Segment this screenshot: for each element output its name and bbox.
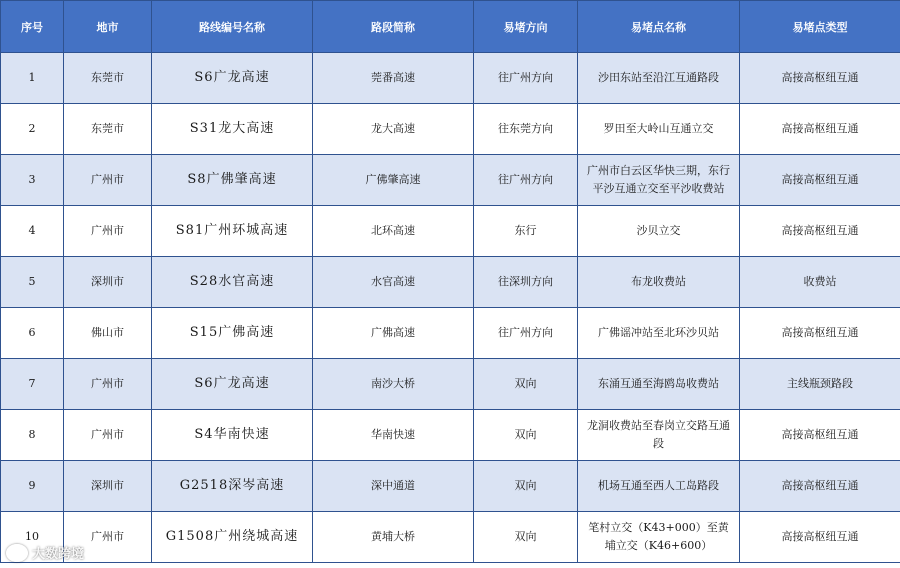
cell-section: 广佛高速	[313, 308, 474, 359]
cell-section: 北环高速	[313, 206, 474, 257]
cell-route: S15广佛高速	[152, 308, 313, 359]
cell-direction: 双向	[474, 512, 578, 563]
cell-route: S4华南快速	[152, 410, 313, 461]
cell-point-type: 高接高枢纽互通	[740, 206, 900, 257]
cell-route: S6广龙高速	[152, 359, 313, 410]
header-section: 路段简称	[313, 1, 474, 53]
cell-point-name: 广佛谣冲站至北环沙贝站	[578, 308, 740, 359]
cell-index: 8	[1, 410, 64, 461]
cell-direction: 往广州方向	[474, 308, 578, 359]
cell-city: 东莞市	[64, 104, 152, 155]
cell-index: 3	[1, 155, 64, 206]
cell-section: 广佛肇高速	[313, 155, 474, 206]
cell-index: 10	[1, 512, 64, 563]
header-point-type: 易堵点类型	[740, 1, 900, 53]
cell-point-name: 布龙收费站	[578, 257, 740, 308]
table-row	[1, 155, 900, 206]
cell-city: 广州市	[64, 206, 152, 257]
cell-direction: 双向	[474, 359, 578, 410]
cell-index: 2	[1, 104, 64, 155]
cell-point-type: 高接高枢纽互通	[740, 512, 900, 563]
cell-route: S81广州环城高速	[152, 206, 313, 257]
cell-route: S6广龙高速	[152, 53, 313, 104]
cell-route: S8广佛肇高速	[152, 155, 313, 206]
cell-route: G1508广州绕城高速	[152, 512, 313, 563]
cell-point-name: 龙洞收费站至春岗立交路互通段	[578, 410, 740, 461]
header-direction: 易堵方向	[474, 1, 578, 53]
table-row	[1, 104, 900, 155]
cell-point-name: 罗田至大岭山互通立交	[578, 104, 740, 155]
cell-city: 广州市	[64, 359, 152, 410]
cell-point-name: 机场互通至西人工岛路段	[578, 461, 740, 512]
cell-index: 4	[1, 206, 64, 257]
cell-city: 广州市	[64, 410, 152, 461]
cell-city: 广州市	[64, 512, 152, 563]
table-row	[1, 206, 900, 257]
table-row	[1, 53, 900, 104]
cell-direction: 双向	[474, 461, 578, 512]
cell-city: 广州市	[64, 155, 152, 206]
cell-point-name: 广州市白云区华快三期，东行平沙互通立交至平沙收费站	[578, 155, 740, 206]
cell-section: 深中通道	[313, 461, 474, 512]
cell-index: 7	[1, 359, 64, 410]
cell-direction: 往广州方向	[474, 155, 578, 206]
cell-route: S28水官高速	[152, 257, 313, 308]
table-row	[1, 359, 900, 410]
watermark-text: 大数跨境	[32, 547, 85, 562]
table-row	[1, 257, 900, 308]
header-point-name: 易堵点名称	[578, 1, 740, 53]
cell-point-type: 主线瓶颈路段	[740, 359, 900, 410]
cell-point-name: 东涌互通至海鸥岛收费站	[578, 359, 740, 410]
cell-index: 1	[1, 53, 64, 104]
cell-direction: 双向	[474, 410, 578, 461]
cell-point-type: 高接高枢纽互通	[740, 155, 900, 206]
cell-route: S31龙大高速	[152, 104, 313, 155]
cell-section: 黄埔大桥	[313, 512, 474, 563]
watermark	[6, 543, 84, 562]
cell-direction: 东行	[474, 206, 578, 257]
table-row	[1, 461, 900, 512]
table-row	[1, 308, 900, 359]
cell-point-name: 沙田东站至沿江互通路段	[578, 53, 740, 104]
cell-point-type: 高接高枢纽互通	[740, 104, 900, 155]
table-row	[1, 410, 900, 461]
cell-index: 9	[1, 461, 64, 512]
cell-city: 佛山市	[64, 308, 152, 359]
cell-direction: 往广州方向	[474, 53, 578, 104]
header-route: 路线编号名称	[152, 1, 313, 53]
cell-index: 6	[1, 308, 64, 359]
cell-route: G2518深岑高速	[152, 461, 313, 512]
table-header-row	[1, 1, 900, 53]
cell-section: 华南快速	[313, 410, 474, 461]
header-city: 地市	[64, 1, 152, 53]
cell-point-type: 高接高枢纽互通	[740, 410, 900, 461]
cell-point-type: 高接高枢纽互通	[740, 461, 900, 512]
cell-direction: 往东莞方向	[474, 104, 578, 155]
cell-city: 东莞市	[64, 53, 152, 104]
cell-point-type: 高接高枢纽互通	[740, 308, 900, 359]
header-index: 序号	[1, 1, 64, 53]
cell-section: 龙大高速	[313, 104, 474, 155]
cell-section: 莞番高速	[313, 53, 474, 104]
cell-index: 5	[1, 257, 64, 308]
cell-direction: 往深圳方向	[474, 257, 578, 308]
cell-section: 南沙大桥	[313, 359, 474, 410]
cell-city: 深圳市	[64, 257, 152, 308]
cell-point-type: 收费站	[740, 257, 900, 308]
cell-city: 深圳市	[64, 461, 152, 512]
cell-point-name: 笔村立交（K43+000）至黄埔立交（K46+600）	[578, 512, 740, 563]
cell-point-type: 高接高枢纽互通	[740, 53, 900, 104]
cell-point-name: 沙贝立交	[578, 206, 740, 257]
table-row	[1, 512, 900, 563]
watermark-logo-icon	[6, 544, 28, 562]
cell-section: 水官高速	[313, 257, 474, 308]
